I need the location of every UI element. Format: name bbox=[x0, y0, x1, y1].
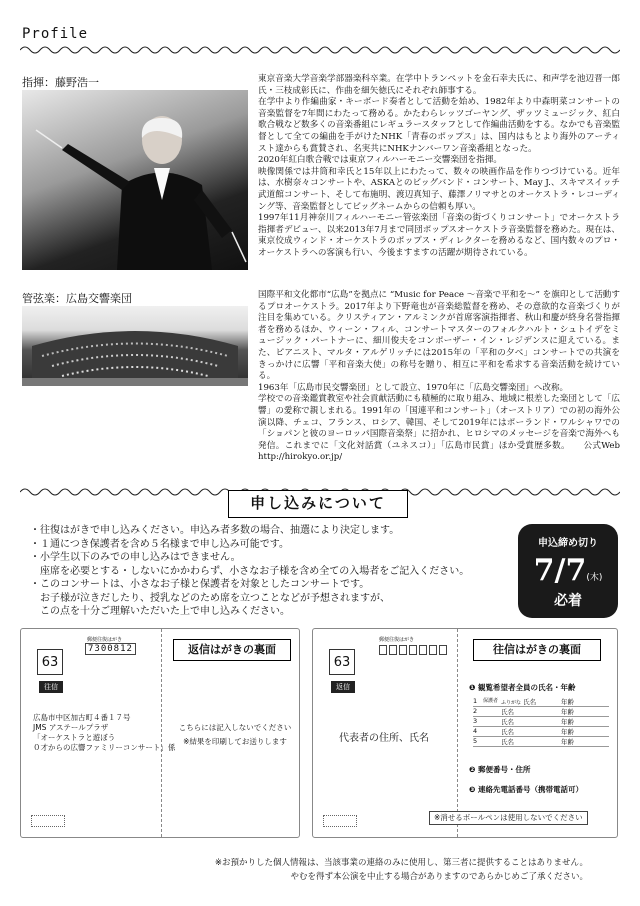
deadline-badge bbox=[518, 524, 618, 618]
row-number: 3 bbox=[473, 717, 478, 725]
name-label: 氏名 bbox=[501, 708, 514, 716]
note-6: お子様が泣きだしたり、授乳などのため席を立つことなどが予想されますが、 bbox=[30, 592, 390, 604]
reply-back-note-1: こちらには記入しないでください bbox=[178, 723, 292, 732]
address-line-2: JMS アステールプラザ bbox=[33, 723, 109, 732]
conductor-bio bbox=[258, 74, 620, 260]
application-heading: 申し込みについて bbox=[228, 490, 408, 518]
reply-zip-first: 63 bbox=[329, 649, 355, 675]
reply-back-note-2: ※結果を印刷してお送りします bbox=[183, 737, 287, 746]
reply-tag: 返信 bbox=[331, 681, 355, 693]
note-7: この点を十分ご理解いただいた上で申し込みください。 bbox=[30, 606, 290, 617]
outgoing-tag: 往信 bbox=[39, 681, 63, 693]
conductor-photo bbox=[22, 90, 248, 270]
orchestra-photo bbox=[22, 306, 248, 386]
note-1: ・往復はがきで申し込みください。申込み者多数の場合、抽選により決定します。 bbox=[30, 525, 400, 536]
reply-postcard bbox=[312, 628, 618, 838]
row-number: 4 bbox=[473, 727, 478, 735]
outgoing-address bbox=[33, 713, 175, 753]
age-label: 年齢 bbox=[561, 708, 574, 716]
age-label: 年齢 bbox=[561, 738, 574, 746]
name-label: 氏名 bbox=[501, 718, 514, 726]
furigana-label: ふりがな bbox=[501, 700, 522, 706]
name-label: 氏名 bbox=[501, 738, 514, 746]
orchestra-bio-p1: 国際平和文化都市“広島”を拠点に “Music for Peace ～音楽で平和を～” を旗印として活動するプロオーケストラ。2017年より下野竜也が音楽総監督を務め、その意欲的な音楽づくりが注目を集めている。クリスティアン・アルミンクが首席客演指揮者、秋山和慶が終身名誉指揮者を務めるほか、ウィーン・フィル、コンサートマスターのフォルクハルト・シュトイデをミュージック・パートナーに、細川俊夫をコンポーザー・イン・レジデンスに迎えている。また、ピアニスト、マルタ・アルゲリッチには2015年の「平和の夕べ」コンサートでの共演をきっかけに広響「平和音楽大使」の称号を贈り、相互に平和を希求する音楽活動を続けている。 bbox=[258, 290, 620, 382]
deadline-label: 申込締め切り bbox=[538, 538, 598, 549]
attendee-row-5 bbox=[473, 737, 609, 747]
deadline-weekday: (木) bbox=[586, 573, 603, 583]
outgoing-back-heading: 往信はがきの裏面 bbox=[473, 639, 601, 661]
row-number: 1 bbox=[473, 697, 478, 705]
age-label: 年齢 bbox=[561, 698, 574, 706]
conductor-label: 指揮：藤野浩一 bbox=[22, 76, 99, 89]
reply-sender-box bbox=[323, 815, 357, 827]
top-wave-divider bbox=[20, 44, 620, 56]
conductor-bio-p1: 東京音楽大学音楽学部器楽科卒業。在学中トランペットを金石幸夫氏に、和声学を池辺晋一郎氏・三枝成彰氏に、作曲を細矢徳氏にそれぞれ師事する。 bbox=[258, 74, 620, 96]
address-line-4: ０才からの広響ファミリーコンサート」係 bbox=[33, 743, 176, 752]
application-notes bbox=[30, 524, 510, 619]
representative-label: 代表者の住所、氏名 bbox=[339, 733, 429, 744]
footer-line-2: やむを得ず本公演を中止する場合がありますのであらかじめご了承ください。 bbox=[290, 872, 588, 882]
orchestra-label: 管弦楽：広島交響楽団 bbox=[22, 292, 132, 305]
attendee-row-1 bbox=[473, 697, 609, 707]
attendee-row-2 bbox=[473, 707, 609, 717]
name-cell bbox=[501, 697, 561, 706]
address-line-1: 広島市中区加古町４番１７号 bbox=[33, 713, 131, 722]
form-item-3-label: 連絡先電話番号（携帯電話可） bbox=[477, 785, 583, 794]
note-3: ・小学生以下のみでの申し込みはできません。 bbox=[30, 552, 241, 563]
note-5: ・このコンサートは、小さなお子様と保護者を対象としたコンサートです。 bbox=[30, 579, 370, 590]
reply-postal-caption: 郵便往復はがき bbox=[379, 637, 415, 643]
conductor-silhouette bbox=[22, 90, 248, 270]
attendee-row-3 bbox=[473, 717, 609, 727]
name-label: 氏名 bbox=[523, 698, 537, 706]
orchestra-bio bbox=[258, 290, 629, 464]
outgoing-sender-box bbox=[31, 815, 65, 827]
orchestra-silhouette bbox=[22, 306, 248, 386]
age-label: 年齢 bbox=[561, 718, 574, 726]
outgoing-postal-caption: 郵便往復はがき bbox=[87, 637, 123, 643]
outgoing-zip-rest: 7300812 bbox=[85, 643, 136, 655]
reply-zip-boxes bbox=[379, 645, 447, 655]
conductor-bio-p2: 在学中より作編曲家・キーボード奏者として活動を始め、1982年より中森明菜コンサートの音楽監督を7年間にわたって務める。かたわらレッツゴーヤング、ザッツミュージック、紅白歌合戦など数多くの音楽番組にレギュラースタッフとして作編曲活動をする。なかでも音楽監督として全ての編曲を手がけたNHK「青春のポップス」は、国内はもとより海外のアーティスト達からも賞賛され、名実共にNHKナンバーワン音楽番組となった。 bbox=[258, 97, 620, 154]
profile-title: Profile bbox=[22, 26, 89, 42]
pen-note: ※消せるボールペンは使用しないでください bbox=[429, 811, 588, 825]
reply-fold-line bbox=[457, 629, 458, 837]
outgoing-fold-line bbox=[161, 629, 162, 837]
form-item-2-label: 郵便番号・住所 bbox=[477, 765, 531, 774]
note-2: ・１通につき保護者を含め５名様まで申し込み可能です。 bbox=[30, 538, 289, 550]
outgoing-postcard bbox=[20, 628, 300, 838]
orchestra-bio-p3: 学校での音楽鑑賞教室や社会貢献活動にも積極的に取り組み、地域に根差した楽団として「広響」の愛称で親しまれる。1991年の「国連平和コンサート」（オーストリア）での初の海外公演以降、チェコ、フランス、ロシア、韓国、そして2019年にはポーランド・ワルシャワでの「ショパンと彼のヨーロッパ国際音楽祭」に招かれ、ヒロシマのメッセージを音楽で海外へも発信。これまでに「文化対話賞（ユネスコ）」「広島市民賞」ほか受賞歴多数。 公式Web http://hirokyo.or.jp/ bbox=[258, 394, 629, 463]
footer-line-1: ※お預かりした個人情報は、当該事業の連絡のみに使用し、第三者に提供することはありません。 bbox=[214, 858, 588, 868]
outgoing-zip-first: 63 bbox=[37, 649, 63, 675]
note-4: 座席を必要とする・しないにかかわらず、小さなお子様を含め全ての入場者をご記入ください。 bbox=[30, 565, 470, 577]
deadline-must: 必着 bbox=[554, 593, 582, 609]
attendee-table bbox=[473, 697, 609, 747]
form-item-2: ❷ 郵便番号・住所 bbox=[469, 765, 531, 774]
form-item-1: ❶ 観覧希望者全員の氏名・年齢 bbox=[469, 683, 576, 692]
conductor-bio-p4: 映像関係では井筒和幸氏と15年以上にわたって、数々の映画作品を作りつづけている。近年は、水樹奈々コンサートや、ASKAとのビッグバンド・コンサート、May J.、スキマスイッチ武道館コンサート、そして布施明、渡辺真知子、藤澤ノリマサとのオーケストラ・レコーディング等、音楽監督としてビッグネームからの信頼も厚い。 bbox=[258, 166, 620, 212]
age-label: 年齢 bbox=[561, 728, 574, 736]
orchestra-bio-p2: 1963年「広島市民交響楽団」として設立、1970年に「広島交響楽団」へ改称。 bbox=[258, 382, 569, 393]
form-item-1-label: 観覧希望者全員の氏名・年齢 bbox=[477, 683, 576, 692]
row-number: 5 bbox=[473, 737, 478, 745]
name-label: 氏名 bbox=[501, 728, 514, 736]
form-item-3: ❸ 連絡先電話番号（携帯電話可） bbox=[469, 785, 583, 794]
conductor-bio-p5: 1997年11月神奈川フィルハーモニー管弦楽団「音楽の街づくりコンサート」でオーケストラ指揮者デビュー、以来2013年7月まで同団ポップスオーケストラ音楽監督を務めた。現在は、東京佼成ウィンド・オーケストラのポップス・ディレクターを務めるなど、国内数々のプロ・オーケストラへの客演も行い、今後ますますの活躍が期待されている。 bbox=[258, 213, 620, 258]
guardian-label: 保護者 bbox=[483, 698, 499, 704]
address-line-3: 「オーケストラと遊ぼう bbox=[33, 733, 116, 742]
reply-back-heading: 返信はがきの裏面 bbox=[173, 639, 291, 661]
deadline-date: 7/7 bbox=[533, 553, 587, 588]
attendee-row-4 bbox=[473, 727, 609, 737]
row-number: 2 bbox=[473, 707, 478, 715]
conductor-bio-p3: 2020年紅白歌合戦では東京フィルハーモニー交響楽団を指揮。 bbox=[258, 155, 503, 166]
